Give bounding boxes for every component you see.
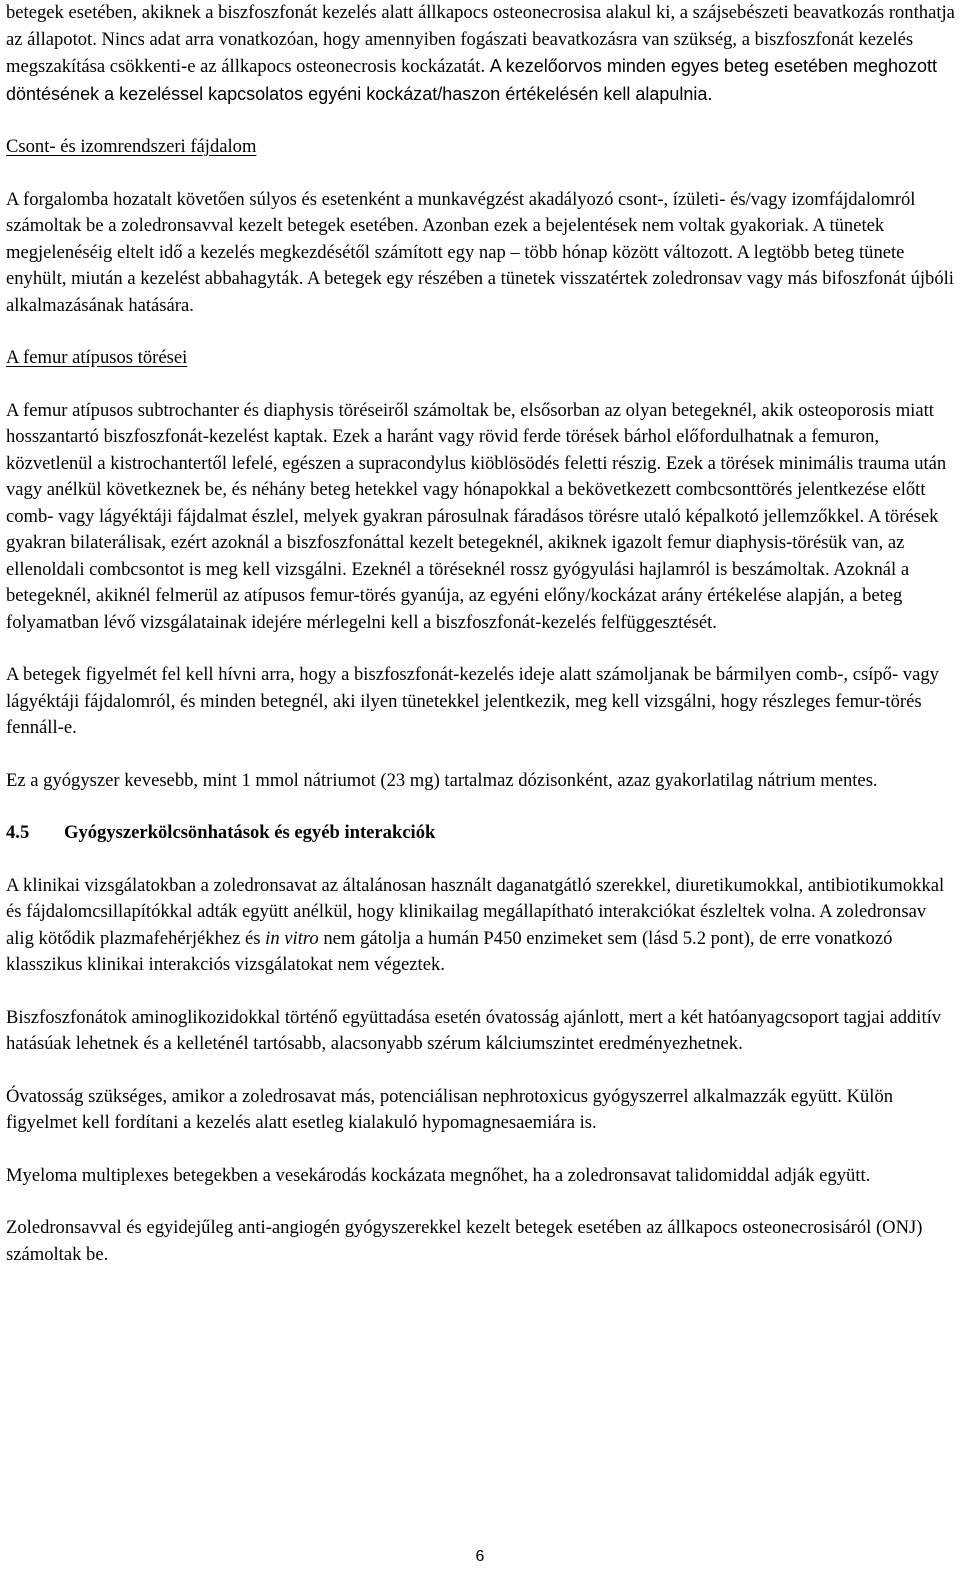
- interactions-paragraph-3: Óvatosság szükséges, amikor a zoledrosavat más, potenciálisan nephrotoxicus gyógyszerrel alkalmazzák együtt. Külön figyelmet kell fordítani a kezelés alatt esetleg kialakuló hypomagnesaemiára is.: [6, 1085, 894, 1133]
- intro-text-sans: A kezelőorvos minden egyes beteg esetében meghozott döntésének a kezeléssel kapcsolatos egyéni kockázat/haszon értékelésén kell alapulnia.: [6, 56, 938, 104]
- interactions-text-1b: nem gátolja a humán P450 enzimeket sem (lásd 5.2 pont), de erre vonatkozó klasszikus klinikai interakciós vizsgálatokat nem végeztek.: [6, 927, 893, 975]
- page-number: 6: [475, 1548, 485, 1565]
- section-number: 4.5: [6, 822, 30, 843]
- interactions-text-1a: A klinikai vizsgálatokban a zoledronsavat az általánosan használt daganatgátló szerekkel, diuretikumokkal, antibiotikumokkal és fájdalomcsillapítókkal adták együtt anélkül, hogy klinikailag megállapítható interakciókat észleltek volna. A zoledronsav alig kötődik plazmafehérjékhez és: [6, 874, 945, 949]
- musculoskeletal-heading: Csont- és izomrendszeri fájdalom: [6, 136, 257, 157]
- interactions-paragraph-4: Myeloma multiplexes betegekben a vesekárodás kockázata megnőhet, ha a zoledronsavat talidomiddal adják együtt.: [6, 1164, 871, 1186]
- femur-paragraph: A femur atípusos subtrochanter és diaphysis töréseiről számoltak be, elsősorban az olyan betegeknél, akik osteoporosis miatt hosszantartó biszfoszfonát-kezelést kaptak. Ezek a haránt vagy rövid ferde törések bárhol előfordulhatnak a femuron, közvetlenül a kistrochantertől lefelé, egészen a supracondylus kiöblösödés feletti részig. Ezek a törések minimális trauma után vagy anélkül következnek be, és néhány beteg hetekkel vagy hónapokkal a bekövetkezett combcsonttörés jelentkezése előtt comb- vagy lágyéktáji fájdalmat észlel, melyek gyakran párosulnak fáradásos törésre utaló képalkotó jellemzőkkel. A törések gyakran bilaterálisak, ezért azoknál a biszfoszfonáttal kezelt betegeknél, akiknek igazolt femur diaphysis-törésük van, az ellenoldali combcsontot is meg kell vizsgálni. Ezeknél a töréseknél rossz gyógyulási hajlamról is beszámoltak. Azoknál a betegeknél, akiknél felmerül az atípusos femur-törés gyanúja, az egyéni előny/kockázat arány értékelése alapján, a beteg folyamatban lévő vizsgálatainak idejére mérlegelni kell a biszfoszfonát-kezelés felfüggesztését.: [6, 399, 947, 633]
- sodium-paragraph: Ez a gyógyszer kevesebb, mint 1 mmol nátriumot (23 mg) tartalmaz dózisonként, azaz gyakorlatilag nátrium mentes.: [6, 769, 878, 791]
- section-heading: [6, 820, 956, 847]
- interactions-paragraph-5: Zoledronsavval és egyidejűleg anti-angiogén gyógyszerekkel kezelt betegek esetében az állkapocs osteonecrosisáról (ONJ) számoltak be.: [6, 1217, 923, 1265]
- interactions-paragraph-2: Biszfoszfonátok aminoglikozidokkal történő együttadása esetén óvatosság ajánlott, mert a két hatóanyagcsoport tagjai additív hatásúak lehetnek és a kelleténél tartósabb, alacsonyabb szérum kálciumszintet eredményezhetnek.: [6, 1006, 942, 1054]
- interactions-paragraph-1: [6, 873, 956, 979]
- femur-paragraph-2: A betegek figyelmét fel kell hívni arra, hogy a biszfoszfonát-kezelés ideje alatt számoljanak be bármilyen comb-, csípő- vagy lágyéktáji fájdalomról, és minden betegnél, aki ilyen tünetekkel jelentkezik, meg kell vizsgálni, hogy részleges femur-törés fennáll-e.: [6, 664, 939, 738]
- femur-heading: A femur atípusos törései: [6, 347, 188, 368]
- section-title: Gyógyszerkölcsönhatások és egyéb interakciók: [64, 822, 436, 843]
- musculoskeletal-paragraph: A forgalomba hozatalt követően súlyos és esetenként a munkavégzést akadályozó csont-, ízületi- és/vagy izomfájdalomról számoltak be a zoledronsavval kezelt betegek esetében. Azonban ezek a bejelentések nem voltak gyakoriak. A tünetek megjelenéséig eltelt idő a kezelés megkezdésétől számított egy nap – több hónap között változott. A legtöbb beteg tünete enyhült, miután a kezelést abbahagyták. A betegek egy részében a tünetek visszatértek zoledronsav vagy más bifoszfonát újbóli alkalmazásának hatására.: [6, 188, 954, 316]
- intro-text: betegek esetében, akiknek a biszfoszfonát kezelés alatt állkapocs osteonecrosisa alakul ki, a szájsebészeti beavatkozás ronthatja az állapotot. Nincs adat arra vonatkozóan, hogy amennyiben fogászati beavatkozásra van szükség, a biszfoszfonát kezelés megszakítása csökkenti-e az állkapocs osteonecrosis kockázatát.: [6, 2, 955, 77]
- intro-paragraph: [6, 0, 956, 108]
- interactions-text-italic: in vitro: [265, 927, 319, 949]
- document-page: [6, 0, 956, 1268]
